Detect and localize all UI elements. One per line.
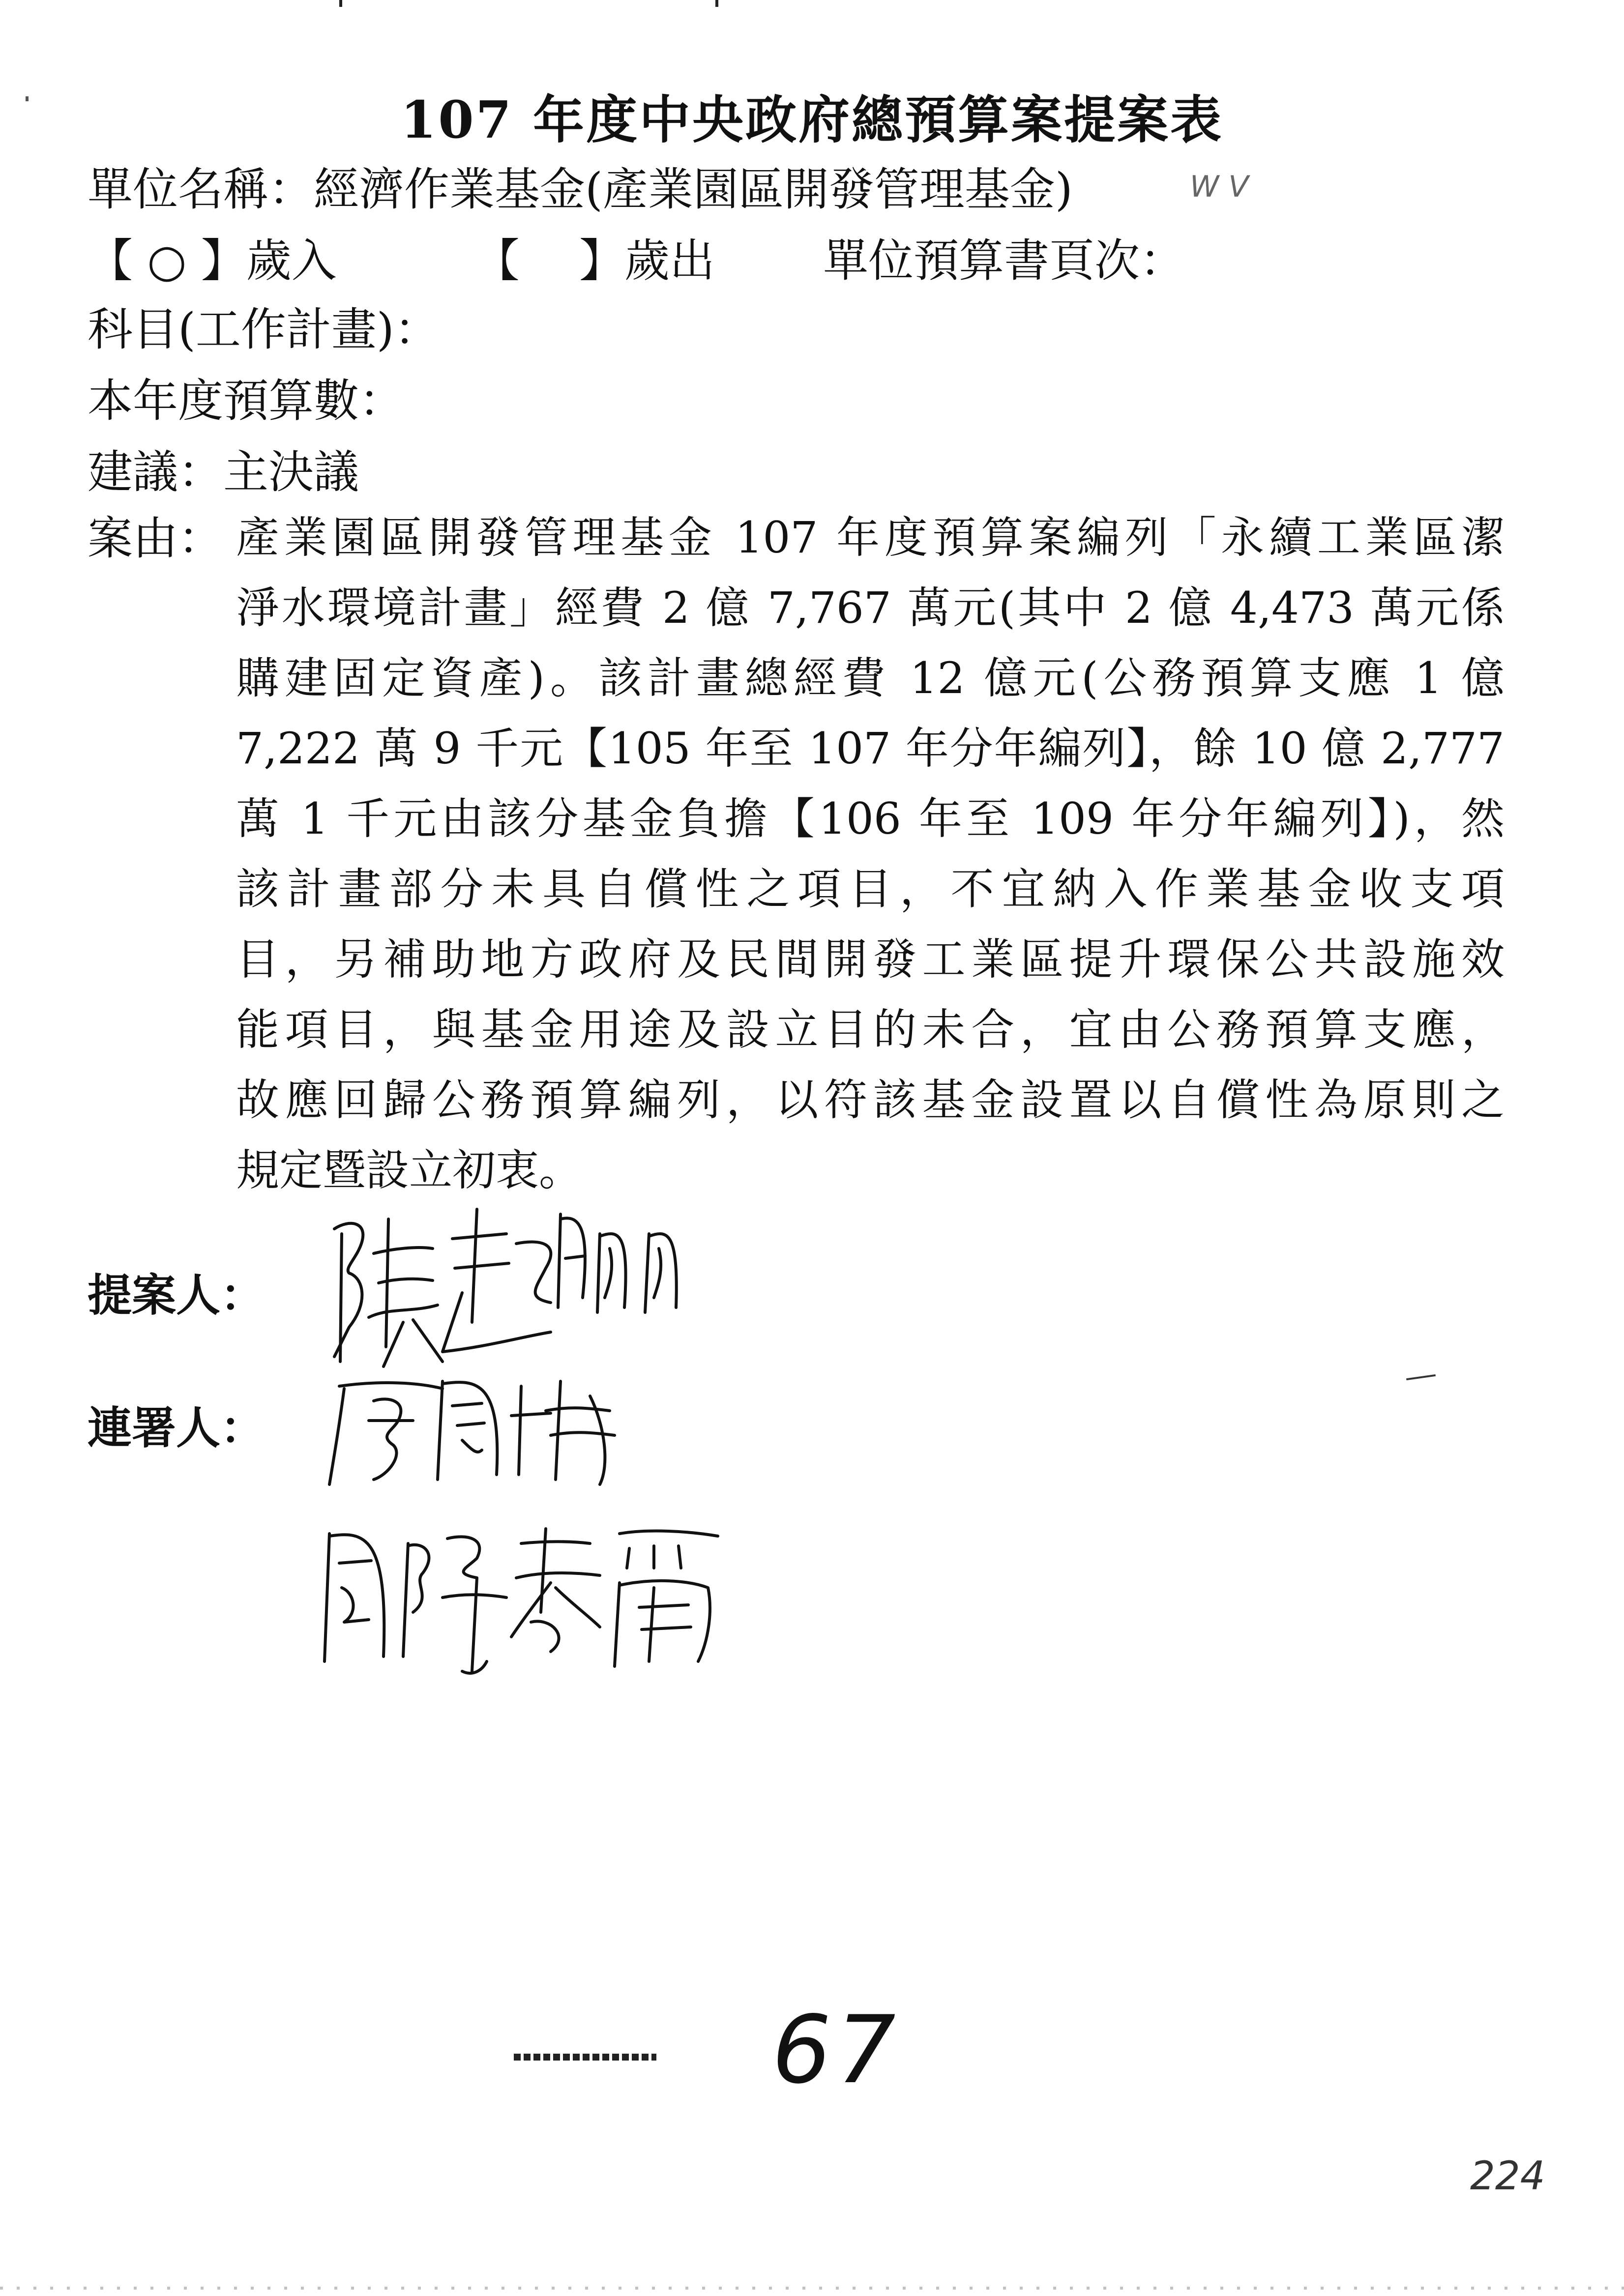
cosigner-signature	[315, 1514, 757, 1676]
reason-text-line: 購建固定資產)。該計畫總經費 12 億元(公務預算支應 1 億	[236, 653, 1505, 703]
reason-text-line: 該計畫部分未具自償性之項目，不宜納入作業基金收支項	[236, 864, 1505, 914]
budget-page-ref: 單位預算書頁次：	[823, 234, 1185, 287]
proposer-signature	[315, 1199, 757, 1376]
reason-text-line: 規定暨設立初衷。	[236, 1145, 583, 1195]
reason-text-line: 淨水環境計畫」經費 2 億 7,767 萬元(其中 2 億 4,473 萬元係	[236, 582, 1505, 633]
budget-amount-line: 本年度預算數：	[88, 375, 405, 427]
proposer-label: 提案人：	[88, 1269, 265, 1321]
suggestion-line: 建議：主決議	[88, 446, 359, 498]
revenue-flag: 【 ○ 】歲入	[88, 234, 337, 287]
reason-text-line: 目，另補助地方政府及民間開發工業區提升環保公共設施效	[236, 934, 1505, 985]
unit-name-line: 單位名稱：經濟作業基金(產業園區開發管理基金)	[88, 163, 1073, 216]
scan-mark	[715, 0, 718, 7]
reason-text	[236, 512, 1539, 1219]
reason-text-line: 產業園區開發管理基金 107 年度預算案編列「永續工業區潔	[236, 512, 1505, 563]
reason-label: 案由：	[88, 512, 224, 565]
reason-text-line: 能項目，與基金用途及設立目的未合，宜由公務預算支應，	[236, 1004, 1505, 1055]
handwritten-page-number: 67	[772, 1996, 901, 2104]
expenditure-flag: 【 】歲出	[474, 234, 715, 287]
handwritten-page-number-small: 224	[1470, 2153, 1545, 2199]
scan-mark	[0, 2287, 1624, 2290]
revenue-expenditure-line	[88, 234, 1185, 287]
scan-mark	[1406, 1374, 1436, 1380]
scan-mark	[514, 2054, 656, 2061]
reason-text-line: 7,222 萬 9 千元【105 年至 107 年分年編列】，餘 10 億 2,777	[236, 723, 1505, 774]
reason-text-line: 萬 1 千元由該分基金負擔【106 年至 109 年分年編列】)，然	[236, 793, 1505, 844]
scan-mark	[339, 0, 342, 7]
subject-line: 科目(工作計畫)：	[88, 303, 440, 356]
reason-text-line: 故應回歸公務預算編列，以符該基金設置以自償性為原則之	[236, 1075, 1505, 1125]
cosigner-signature	[315, 1366, 679, 1489]
handwritten-initials: W V	[1190, 170, 1249, 204]
cosigner-label: 連署人：	[88, 1402, 265, 1454]
form-title: 107 年度中央政府總預算案提案表	[400, 89, 1224, 150]
